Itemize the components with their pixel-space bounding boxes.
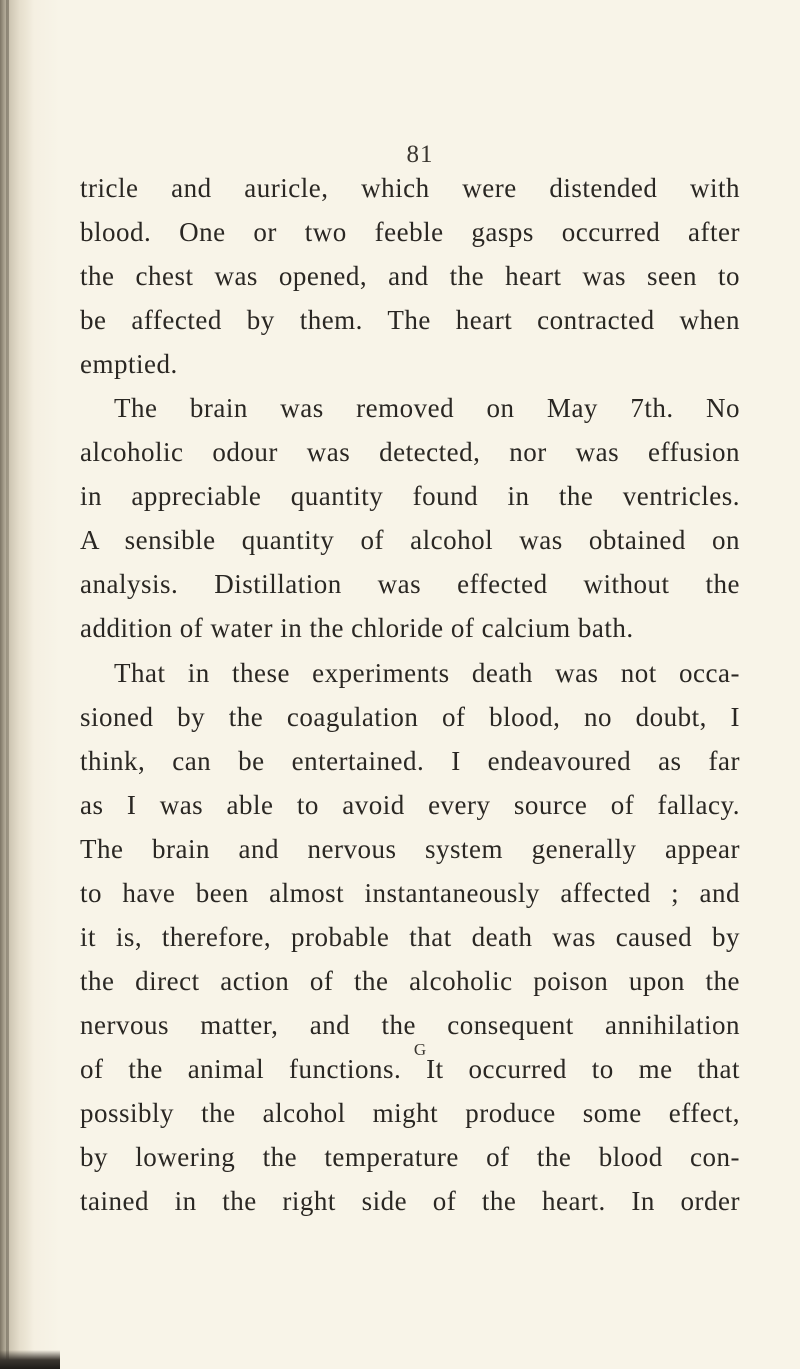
text-line: analysis. Distillation was effected without the — [80, 569, 740, 600]
text-line: possibly the alcohol might produce some effect, — [80, 1097, 740, 1128]
text-line: The brain was removed on May 7th. No — [114, 393, 740, 424]
text-line: emptied. — [80, 349, 178, 380]
text-line: alcoholic odour was detected, nor was effusion — [80, 437, 740, 468]
binding-edge — [6, 0, 9, 1369]
text-line: sioned by the coagulation of blood, no doubt, I — [80, 701, 740, 732]
text-line: tained in the right side of the heart. In order — [80, 1186, 740, 1217]
text-line: as I was able to avoid every source of fallacy. — [80, 789, 740, 820]
text-line: The brain and nervous system generally appear — [80, 833, 740, 864]
text-line: nervous matter, and the consequent annihilation — [80, 1009, 740, 1040]
page-corner-shadow — [0, 1350, 60, 1369]
text-line: think, can be entertained. I endeavoured as far — [80, 745, 740, 776]
text-line: in appreciable quantity found in the ventricles. — [80, 481, 740, 512]
body-text — [80, 166, 740, 1223]
text-line: addition of water in the chloride of calcium bath. — [80, 613, 634, 644]
text-line: it is, therefore, probable that death was caused by — [80, 921, 740, 952]
text-line: tricle and auricle, which were distended with — [80, 173, 740, 203]
signature-mark: G — [413, 1040, 427, 1059]
page-number: 81 — [406, 141, 434, 168]
text-line: A sensible quantity of alcohol was obtained on — [80, 525, 740, 556]
text-line: by lowering the temperature of the blood con- — [80, 1142, 740, 1173]
text-line: of the animal functions. It occurred to me that — [80, 1053, 740, 1084]
text-line: blood. One or two feeble gasps occurred after — [80, 217, 740, 248]
text-line: be affected by them. The heart contracted when — [80, 305, 740, 336]
text-line: to have been almost instantaneously affected ; and — [80, 877, 740, 908]
text-line: the chest was opened, and the heart was seen to — [80, 261, 740, 292]
text-line: That in these experiments death was not occa- — [114, 657, 740, 688]
text-line: the direct action of the alcoholic poison upon the — [80, 965, 740, 996]
